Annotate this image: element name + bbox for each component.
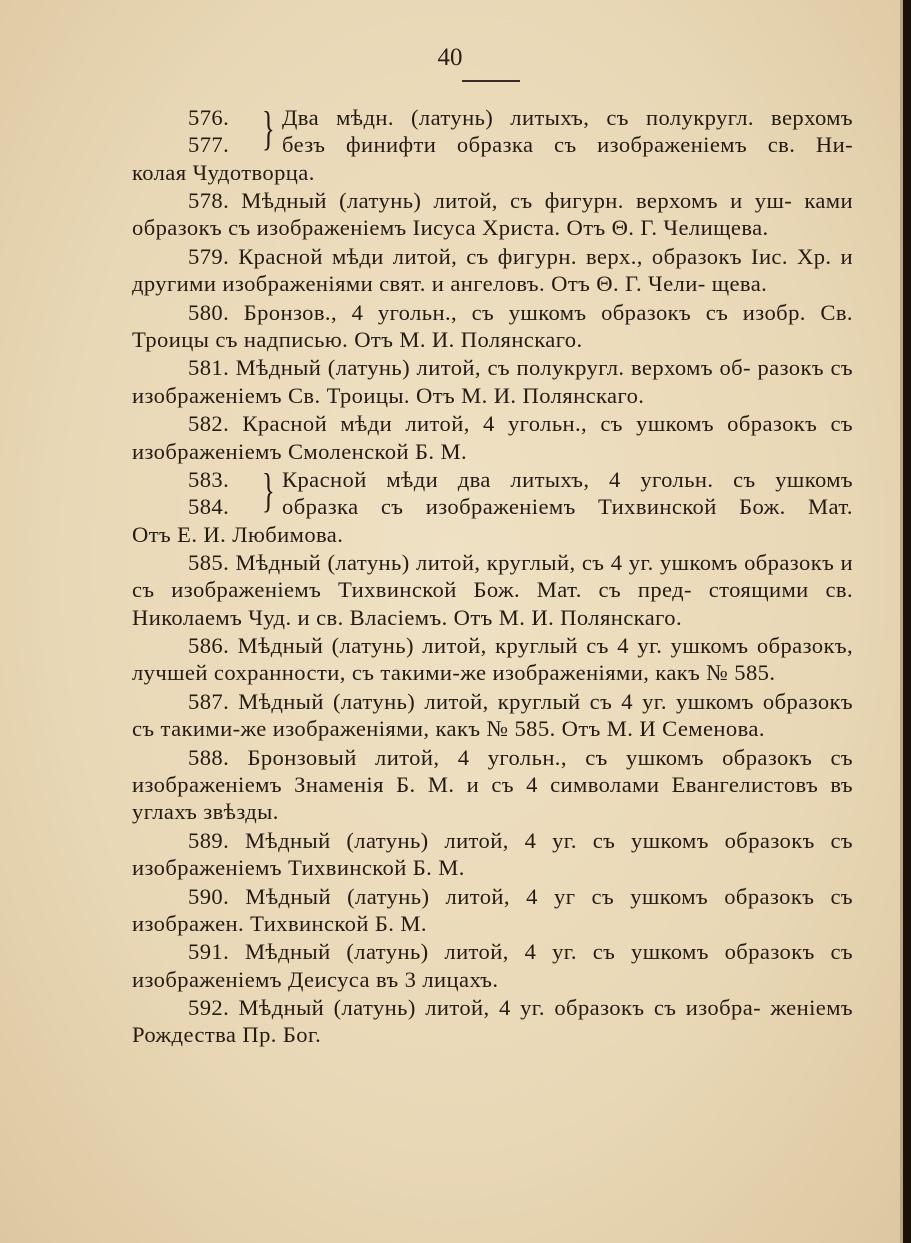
entry-number: 576.	[188, 105, 230, 130]
entry-589: 589. Мѣдный (латунь) литой, 4 уг. съ ушкомъ образокъ съ изображеніемъ Тихвинской Б. М.	[132, 827, 853, 881]
entry-580: 580. Бронзов., 4 угольн., съ ушкомъ образокъ съ изобр. Св. Троицы съ надписью. Отъ М. И. Полянскаго.	[132, 299, 853, 352]
entry-588: 588. Бронзовый литой, 4 угольн., съ ушкомъ образокъ съ изображеніемъ Знаменія Б. М. и съ 4 символами Евангелистовъ въ углахъ звѣзды.	[132, 744, 853, 825]
entry-590: 590. Мѣдный (латунь) литой, 4 уг съ ушкомъ образокъ съ изображен. Тихвинской Б. М.	[132, 883, 853, 936]
entry-586: 586. Мѣдный (латунь) литой, круглый съ 4 уг. ушкомъ образокъ, лучшей сохранности, съ такими-же изображеніями, какъ № 585.	[132, 633, 853, 686]
catalog-text	[132, 104, 853, 1050]
entry-line: образка съ изображеніемъ Тихвинской Бож. Мат.	[282, 494, 853, 520]
entry-number: 583.	[188, 466, 230, 492]
entry-591: 591. Мѣдный (латунь) литой, 4 уг. съ ушкомъ образокъ съ изображеніемъ Деисуса въ 3 лицахъ.	[132, 939, 853, 992]
page-number: 40	[437, 44, 463, 71]
page-edge-shadow	[903, 0, 911, 1243]
page-number-rule	[462, 80, 520, 82]
entry-line: безъ финифти образка съ изображеніемъ св. Ни-	[282, 132, 853, 158]
entry-583-584	[132, 463, 853, 521]
entry-number: 584.	[188, 494, 230, 520]
brace-glyph: }	[262, 102, 275, 155]
entry-581: 581. Мѣдный (латунь) литой, съ полукругл. верхомъ об- разокъ съ изображеніемъ Св. Троицы. Отъ М. И. Полянскаго.	[132, 355, 853, 408]
entry-582: 582. Красной мѣди литой, 4 угольн., съ ушкомъ образокъ съ изображеніемъ Смоленской Б. М.	[132, 411, 853, 464]
entry-line: Два мѣдн. (латунь) литыхъ, съ полукругл. верхомъ	[282, 105, 853, 130]
entry-continuation: Отъ Е. И. Любимова.	[132, 521, 344, 547]
entry-579: 579. Красной мѣди литой, съ фигурн. верх., образокъ Іис. Хр. и другими изображеніями свят. и ангеловъ. Отъ Θ. Г. Чели- щева.	[132, 243, 853, 297]
entry-number: 577.	[188, 132, 230, 158]
entry-578: 578. Мѣдный (латунь) литой, съ фигурн. верхомъ и уш- ками образокъ съ изображеніемъ Іисуса Христа. Отъ Θ. Г. Челищева.	[132, 188, 853, 241]
entry-592: 592. Мѣдный (латунь) литой, 4 уг. образокъ съ изобра- женіемъ Рождества Пр. Бог.	[132, 995, 853, 1048]
entry-line: Красной мѣди два литыхъ, 4 угольн. съ ушкомъ	[282, 466, 853, 492]
entry-continuation: колая Чудотворца.	[132, 159, 315, 185]
brace-glyph: }	[262, 463, 275, 517]
entry-587: 587. Мѣдный (латунь) литой, круглый съ 4 уг. ушкомъ образокъ съ такими-же изображеніями, какъ № 585. Отъ М. И Семенова.	[132, 688, 853, 742]
entry-585: 585. Мѣдный (латунь) литой, круглый, съ 4 уг. ушкомъ образокъ и съ изображеніемъ Тихвинской Бож. Мат. съ пред- стоящими св. Николаемъ Чуд. и св. Власіемъ. Отъ М. И. Полянскаго.	[132, 550, 853, 630]
entry-576-577	[132, 104, 853, 159]
